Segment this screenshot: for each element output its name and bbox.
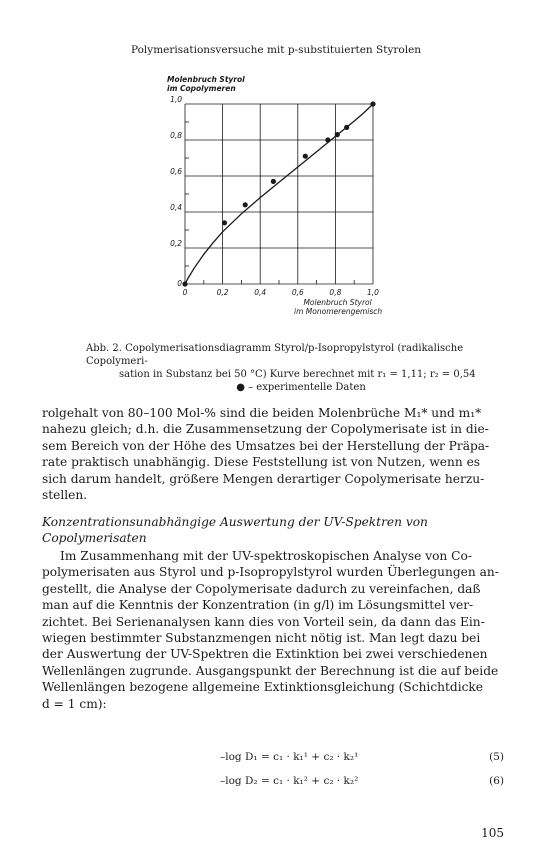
- y-axis-title-line-2: im Copolymeren: [167, 84, 236, 93]
- text-line: Im Zusammenhang mit der UV-spektroskopischen Analyse von Co-: [60, 549, 472, 563]
- caption-line-2: sation in Substanz bei 50 °C) Kurve berechnet mit r₁ = 1,11; r₂ = 0,54: [119, 369, 476, 380]
- section-heading: [42, 514, 503, 547]
- x-tick-label: 0,8: [329, 288, 342, 297]
- text-line: Wellenlängen bezogene allgemeine Extinktionsgleichung (Schichtdicke: [42, 680, 484, 695]
- paragraph-2: [42, 548, 503, 712]
- y-tick-label: 0,6: [170, 167, 182, 176]
- data-point: [182, 281, 187, 286]
- x-tick-label: 0,4: [254, 288, 267, 297]
- data-point: [243, 202, 248, 207]
- y-tick-label: 0,8: [170, 131, 182, 140]
- text-line: sich darum handelt, größere Mengen derartiger Copolymerisate herzu-: [42, 471, 485, 486]
- caption-line-1: Abb. 2. Copolymerisationsdiagramm Styrol/p-Isopropylstyrol (radikalische Copolymeri-: [86, 343, 464, 367]
- text-line: man auf die Kenntnis der Konzentration (in g/l) im Lösungsmittel ver-: [42, 598, 474, 613]
- equation-5-number: (5): [489, 751, 504, 763]
- text-line: der Auswertung der UV-Spektren die Extinktion bei zwei verschiedenen: [42, 647, 488, 662]
- y-tick-label: 0,2: [170, 239, 182, 248]
- heading-line-1: Konzentrationsunabhängige Auswertung der UV-Spektren von: [42, 515, 428, 529]
- y-tick-label: 1,0: [170, 95, 182, 104]
- x-tick-label: 0,2: [216, 288, 229, 297]
- data-point: [325, 137, 330, 142]
- data-point: [344, 125, 349, 130]
- text-line: wiegen bestimmter Substanzmengen nicht nötig ist. Man legt dazu bei: [42, 631, 481, 646]
- copolymerization-diagram: [150, 72, 410, 332]
- data-points: [182, 101, 375, 286]
- text-line: sem Bereich von der Höhe des Umsatzes bei der Herstellung der Präpa-: [42, 438, 490, 453]
- data-point: [222, 220, 227, 225]
- y-tick-label: 0,4: [170, 203, 182, 212]
- equation-5-text: –log D₁ = c₁ · k₁¹ + c₂ · k₂¹: [220, 751, 359, 763]
- chart-ticks: [185, 122, 354, 284]
- text-line: nahezu gleich; d.h. die Zusammensetzung der Copolymerisate ist in die-: [42, 422, 489, 437]
- data-point: [271, 179, 276, 184]
- data-point: [303, 154, 308, 159]
- text-line: zichtet. Bei Serienanalysen kann dies von Vorteil sein, da dann das Ein-: [42, 614, 485, 629]
- x-tick-label: 0,6: [291, 288, 304, 297]
- text-line: Wellenlängen zugrunde. Ausgangspunkt der Berechnung ist die auf beide: [42, 663, 499, 678]
- caption-legend: ● – experimentelle Daten: [236, 382, 366, 393]
- page-number: 105: [481, 826, 504, 840]
- equation-6-text: –log D₂ = c₁ · k₁² + c₂ · k₂²: [220, 775, 359, 787]
- x-tick-label: 1,0: [367, 288, 379, 297]
- calculated-curve: [185, 104, 373, 284]
- text-line: rate praktisch unabhängig. Diese Feststellung ist von Nutzen, wenn es: [42, 455, 481, 470]
- running-head: Polymerisationsversuche mit p-substituierten Styrolen: [130, 44, 422, 56]
- equation-6-number: (6): [489, 775, 504, 787]
- text-line: rolgehalt von 80–100 Mol-% sind die beiden Molenbrüche M₁* und m₁*: [42, 406, 482, 420]
- x-axis-title-line-2: im Monomerengemisch: [294, 307, 383, 316]
- y-tick-label: 0: [177, 279, 182, 288]
- figure-caption: [86, 342, 516, 394]
- x-axis-title-line-1: Molenbruch Styrol: [303, 298, 372, 307]
- text-line: gestellt, die Analyse der Copolymerisate dadurch zu vereinfachen, daß: [42, 581, 481, 596]
- data-point: [370, 101, 375, 106]
- text-line: polymerisaten aus Styrol und p-Isopropylstyrol wurden Überlegungen an-: [42, 565, 499, 580]
- y-axis-title-line-1: Molenbruch Styrol: [167, 75, 245, 84]
- paragraph-1: [42, 405, 503, 503]
- data-point: [335, 132, 340, 137]
- x-tick-label: 0: [182, 288, 188, 297]
- text-line: d = 1 cm):: [42, 696, 107, 711]
- heading-line-2: Copolymerisaten: [42, 531, 147, 546]
- text-line: stellen.: [42, 488, 88, 503]
- chart-grid: [185, 104, 373, 284]
